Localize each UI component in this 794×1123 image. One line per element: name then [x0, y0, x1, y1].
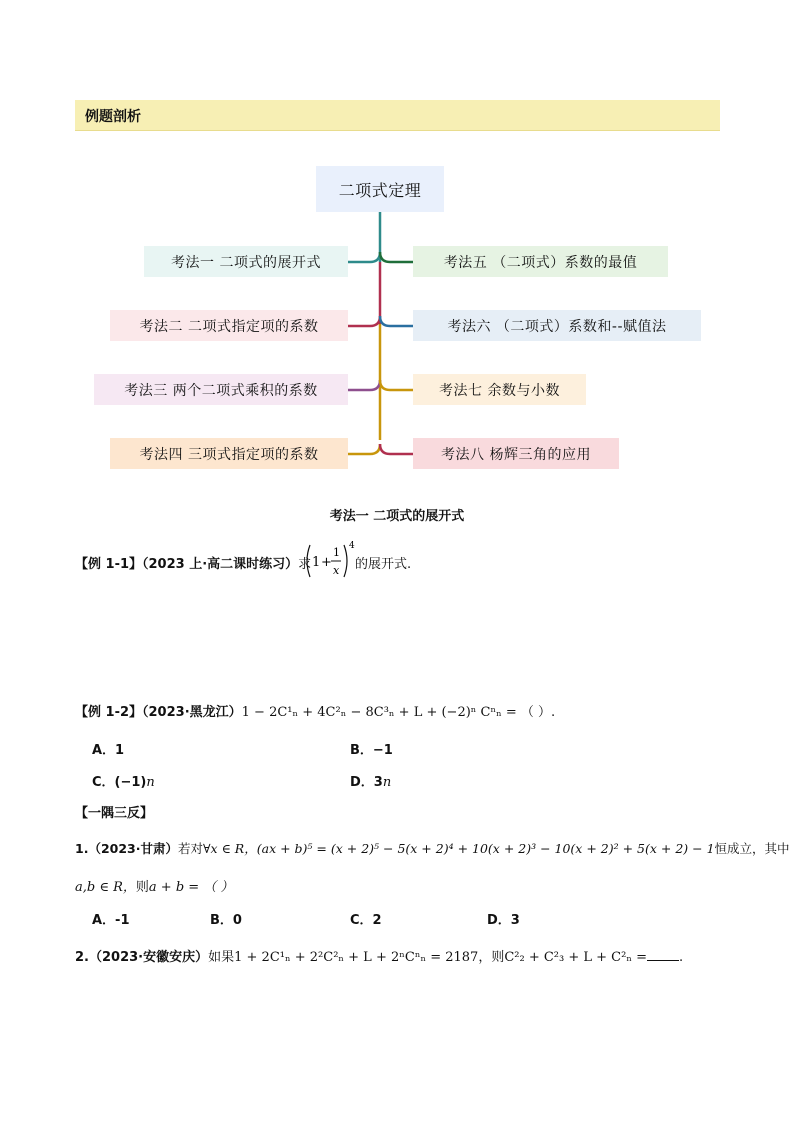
option-d-var: n: [382, 775, 392, 790]
method-1-box: 考法一 二项式的展开式: [144, 246, 348, 277]
practice-title: 【一隅三反】: [75, 806, 154, 821]
method-7-box: 考法七 余数与小数: [413, 374, 586, 405]
branch-line-1: [348, 252, 380, 262]
question-1-line-2: [75, 876, 233, 895]
question-identity: (ax + b)⁵ = (x + 2)⁵ − 5(x + 2)⁴ + 10(x + 2)³ − 10(x + 2)² + 5(x + 2) − 1: [256, 841, 715, 856]
question-source: （2023·安徽安庆）: [88, 950, 209, 965]
option-c-var: n: [146, 775, 155, 790]
example-text-post: 的展开式.: [355, 557, 412, 572]
q1-option-c: C．2: [350, 913, 382, 928]
question-text-pre: 如果: [208, 950, 235, 965]
q1-option-b: B．0: [210, 913, 242, 928]
option-b: B．−1: [350, 743, 393, 758]
branch-line-8: [380, 444, 413, 454]
question-2: [75, 946, 683, 965]
expression-1-plus-1-over-x-pow-4: [303, 538, 355, 584]
q1-option-a: A．-1: [92, 913, 130, 928]
question-expression-2: C²₂ + C²₃ + L + C²ₙ =: [504, 950, 647, 965]
branch-line-7: [380, 380, 413, 390]
branch-line-2: [348, 316, 380, 326]
example-text-pre: 求: [298, 557, 312, 572]
question-source: （2023·甘肃）: [88, 841, 178, 856]
question-number: 2.: [75, 950, 89, 965]
expr-plus: +: [321, 555, 332, 570]
option-d-text: D．3: [350, 775, 383, 790]
option-d: [350, 771, 391, 790]
question-target: a + b = （ ）: [148, 880, 234, 895]
method-8-box: 考法八 杨辉三角的应用: [413, 438, 619, 469]
question-text-post: 恒成立，其中: [714, 841, 790, 856]
method-2-box: 考法二 二项式指定项的系数: [110, 310, 348, 341]
question-text-pre: 若对: [178, 841, 204, 856]
option-a: A．1: [92, 743, 125, 758]
expr-one: 1: [312, 555, 321, 570]
expr-power: 4: [349, 541, 355, 551]
method-5-box: 考法五 （二项式）系数的最值: [413, 246, 668, 277]
method-heading: 考法一 二项式的展开式: [329, 509, 465, 524]
frac-numerator: 1: [333, 546, 340, 559]
branch-line-5: [380, 252, 413, 262]
method-4-box: 考法四 三项式指定项的系数: [110, 438, 348, 469]
method-6-box: 考法六 （二项式）系数和--赋值法: [413, 310, 701, 341]
question-then: 则: [135, 880, 149, 895]
question-vars: a,b ∈ R，: [75, 880, 136, 895]
q1-option-d: D．3: [487, 913, 520, 928]
question-expression: 1 + 2C¹ₙ + 2²C²ₙ + L + 2ⁿCⁿₙ = 2187: [234, 950, 479, 965]
method-3-box: 考法三 两个二项式乘积的系数: [94, 374, 348, 405]
branch-line-3: [348, 380, 380, 390]
option-c-text: C．(−1): [92, 775, 147, 790]
question-1: [75, 839, 790, 857]
question-end: .: [678, 950, 684, 965]
example-1-1: [75, 553, 311, 572]
example-source: （2023·黑龙江）: [142, 705, 242, 720]
section-title: 例题剖析: [85, 109, 141, 125]
example-tag: 【例 1-1】: [75, 557, 143, 572]
example-source: （2023 上·高二课时练习）: [142, 557, 299, 572]
answer-blank[interactable]: [647, 948, 679, 961]
branch-line-4: [348, 444, 380, 454]
question-then: ，则: [478, 950, 505, 965]
mindmap-root: 二项式定理: [316, 166, 444, 212]
branch-line-6: [380, 316, 413, 326]
question-number: 1.: [75, 841, 89, 856]
question-condition: ∀x ∈ R，: [203, 841, 257, 856]
example-1-2: [75, 701, 555, 720]
example-tag: 【例 1-2】: [75, 705, 143, 720]
option-c: [92, 771, 155, 790]
frac-denominator: x: [333, 564, 340, 577]
example-expression: 1 − 2C¹ₙ + 4C²ₙ − 8C³ₙ + L + (−2)ⁿ Cⁿₙ = （ ）.: [241, 705, 556, 720]
